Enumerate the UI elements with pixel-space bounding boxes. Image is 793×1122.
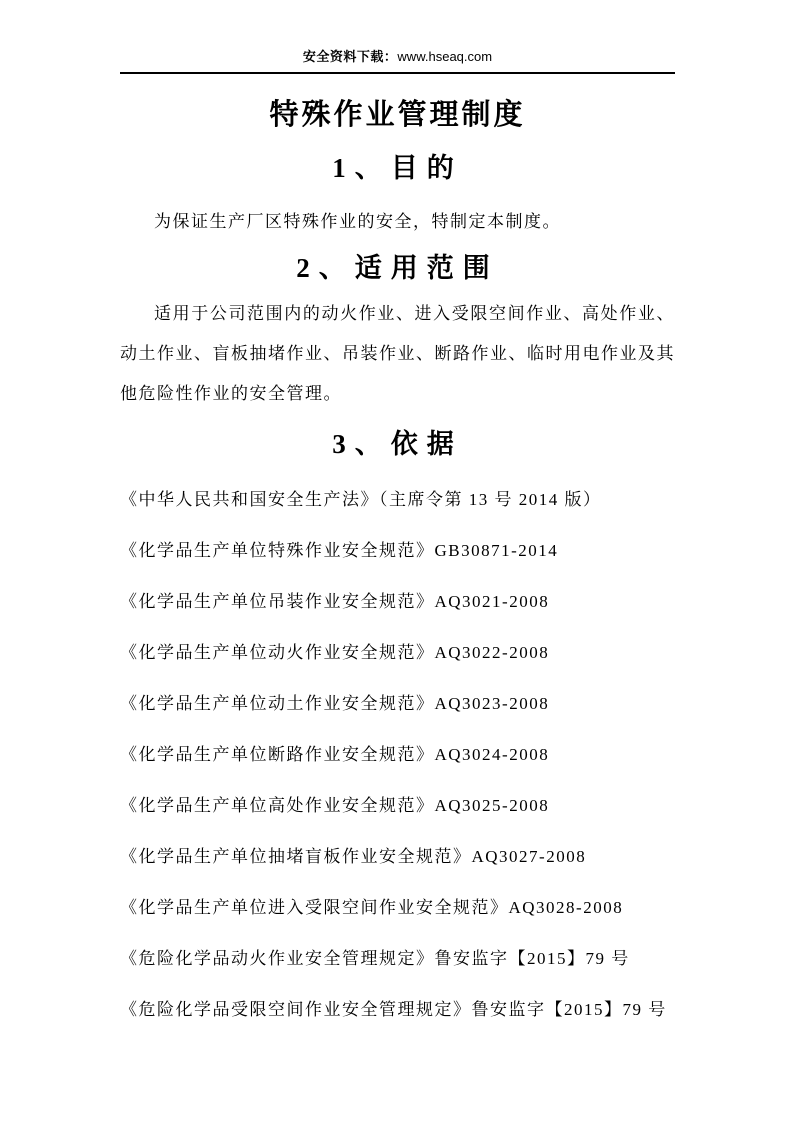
document-content bbox=[120, 96, 675, 1035]
reference-item: 《化学品生产单位动火作业安全规范》AQ3022-2008 bbox=[120, 643, 550, 662]
reference-item: 《化学品生产单位高处作业安全规范》AQ3025-2008 bbox=[120, 796, 550, 815]
reference-item: 《化学品生产单位抽堵盲板作业安全规范》AQ3027-2008 bbox=[120, 847, 587, 866]
section-heading-scope: 2、适用范围 bbox=[296, 253, 499, 283]
reference-item: 《危险化学品动火作业安全管理规定》鲁安监字【2015】79 号 bbox=[120, 949, 630, 968]
reference-item: 《化学品生产单位特殊作业安全规范》GB30871-2014 bbox=[120, 541, 559, 560]
reference-item: 《化学品生产单位动土作业安全规范》AQ3023-2008 bbox=[120, 694, 550, 713]
paragraph-purpose: 为保证生产厂区特殊作业的安全，特制定本制度。 bbox=[154, 212, 561, 231]
reference-item: 《化学品生产单位进入受限空间作业安全规范》AQ3028-2008 bbox=[120, 898, 624, 917]
section-heading-basis: 3、依据 bbox=[332, 429, 463, 459]
section-heading-purpose: 1、目的 bbox=[332, 153, 463, 183]
reference-list bbox=[120, 474, 675, 1035]
document-title: 特殊作业管理制度 bbox=[269, 99, 526, 131]
reference-item: 《化学品生产单位断路作业安全规范》AQ3024-2008 bbox=[120, 745, 550, 764]
reference-item: 《中华人民共和国安全生产法》（主席令第 13 号 2014 版） bbox=[120, 490, 602, 509]
page-header bbox=[120, 0, 675, 74]
header-label: 安全资料下载： bbox=[302, 49, 398, 64]
reference-item: 《危险化学品受限空间作业安全管理规定》鲁安监字【2015】79 号 bbox=[120, 1000, 667, 1019]
reference-item: 《化学品生产单位吊装作业安全规范》AQ3021-2008 bbox=[120, 592, 550, 611]
header-url: www.hseaq.com bbox=[397, 49, 493, 64]
paragraph-scope: 适用于公司范围内的动火作业、进入受限空间作业、高处作业、动土作业、盲板抽堵作业、吊装作业、断路作业、临时用电作业及其他危险性作业的安全管理。 bbox=[120, 304, 675, 403]
